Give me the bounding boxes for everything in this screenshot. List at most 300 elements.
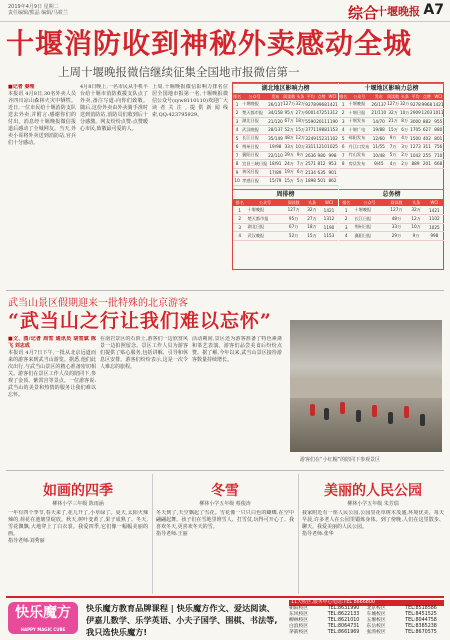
essay-column-2: [156, 510, 294, 594]
ranking-table-cell: 9968: [421, 101, 433, 107]
ranking-table-cell: 52万: [283, 126, 295, 135]
ranking-table-header: 头条: [304, 199, 320, 206]
ranking-table-cell: 627: [422, 127, 431, 133]
ranking-table-cell: 1421: [320, 206, 338, 215]
ranking-table-header: 发布: [268, 93, 283, 100]
photo-person: [420, 414, 425, 426]
section-divider: [6, 290, 444, 291]
table-row[interactable]: [339, 160, 444, 169]
essay-body-3: 我家附近有一座人民公园,公园里花草树木茂盛,环境优美。每天早晨,许多老人在公园里锻炼身体。到了傍晚,人们在这里散步、聊天。我爱美丽的人民公园。: [302, 510, 444, 530]
ranking-table-cell: 1153: [327, 127, 338, 133]
ranking-table-cell: 荆州日报: [241, 143, 268, 152]
ranking-table-cell: 武汉晚报: [246, 232, 283, 241]
table-row[interactable]: [339, 109, 444, 118]
ad-hotline-cell: 朝阳校区: [289, 606, 309, 611]
ranking-table-cell: 127万: [283, 100, 295, 109]
table-row[interactable]: [339, 143, 444, 152]
ranking-table-cell: 2571: [305, 161, 316, 167]
ranking-table-cell: 14/70: [372, 118, 385, 124]
table-row[interactable]: [339, 117, 444, 126]
ranking-table-cell: 998: [328, 152, 337, 158]
table-row[interactable]: [339, 151, 444, 160]
ranking-table-header: 点赞: [317, 93, 326, 99]
ranking-table-header-row: [339, 199, 444, 206]
ranking-table-cell: 8万: [400, 117, 410, 126]
ad-hotline-cell: TEL:8451525: [405, 612, 437, 617]
ranking-table-cell: 311: [422, 144, 431, 150]
ranking-table-cell: 402: [422, 135, 431, 141]
ranking-table-title: 十堰地区影响力总榜: [364, 85, 419, 92]
ad-hotline-title: 11大校区,服务中心电话:TEL 8666800: [289, 600, 444, 606]
ranking-table-cell: 756: [434, 144, 443, 150]
section-divider-2: [6, 470, 444, 471]
ranking-table-cell: 29万: [386, 232, 408, 241]
ranking-table-cell: 3000: [410, 118, 421, 124]
ranking-table-cell: 3: [233, 223, 246, 232]
ranking-table-cell: 十堰晚报: [246, 206, 283, 215]
table-row[interactable]: [233, 160, 338, 169]
ranking-table-grid: [339, 93, 444, 169]
ranking-table-header: 排名: [233, 199, 246, 206]
ranking-table-cell: 7: [339, 151, 348, 160]
ranking-table-cell: 5万: [387, 151, 400, 160]
ranking-table-cell: 丹江口发布: [348, 143, 371, 152]
ad-hotline-cell: 张湾校区: [366, 630, 386, 635]
ranking-table-cell: 12万: [408, 215, 425, 224]
ranking-table-cell: 竹山发布: [348, 151, 371, 160]
ranking-table-cell: 15万: [304, 232, 320, 241]
table-row[interactable]: [233, 126, 338, 135]
page-number: A7: [423, 2, 444, 18]
ranking-table-cell: 2: [233, 109, 241, 118]
ranking-table-cell: 湖北日报: [246, 223, 283, 232]
ad-hotline-cell: TEL:8518586: [405, 606, 437, 611]
story2-headline[interactable]: “武当山之行让我们难以忘怀”: [8, 310, 272, 332]
ranking-table-cell: 9: [233, 168, 241, 177]
table-row[interactable]: [339, 100, 444, 109]
ranking-table-cell: 3249: [305, 135, 316, 141]
story2-text-3: 活动期间,景区还为游客准备了特色素斋和茶艺表演。游客们品尝美食后纷纷点赞。据了解,今年以来,武当山景区接待游客数量持续增长。: [192, 336, 282, 363]
ranking-table-cell: 10万: [408, 223, 425, 232]
essay-author-1: 柳林小学三年级 陈雨涵: [52, 501, 104, 507]
ranking-table-cell: 668: [434, 161, 443, 167]
ranking-table-cell: 67万: [283, 117, 295, 126]
ranking-table-title: 总务榜: [382, 191, 401, 198]
ad-slogan: 快乐魔方教育品牌课程 | 快乐魔方作文、爱达阅读、伊嘉儿数学、乐学英语、小夫子国学、围棋、书法等,我只选快乐魔方!: [86, 603, 278, 637]
ad-logo-subtext: HAPPY MAGIC CUBE: [20, 627, 66, 632]
ranking-table-cell: 2636: [305, 152, 316, 158]
story1-text-2: 4月8日晚上,一名市民从手机平台给十堰市消防救援支队点了外卖,备注写道:向你们致敬。随后,这份外卖由外卖骑手准时送到消防站,消防员们收到后十分感激。网友纷纷点赞:点赞暖心市民,致敬最可爱的人。: [80, 84, 148, 132]
ranking-table-cell: 6万: [295, 168, 305, 177]
ranking-table-cell: 15万: [283, 177, 295, 186]
ranking-table-cell: 十堰广电: [348, 126, 371, 135]
ad-hotline-cell: 白浪校区: [289, 624, 309, 629]
essay-title-1[interactable]: 如画的四季: [43, 483, 113, 499]
ranking-table-cell: 9万: [295, 151, 305, 160]
ranking-table-header: 发布: [371, 93, 387, 100]
ranking-table-header: 公众号: [246, 199, 283, 206]
ranking-table-cell: 32万: [295, 100, 305, 109]
ranking-table-cell: 48万: [283, 134, 295, 143]
photo-person: [372, 405, 377, 417]
ranking-table-cell: 10: [234, 178, 240, 184]
ranking-table-cell: 楚天都市报: [246, 215, 283, 224]
ad-logo-text: 快乐魔方: [15, 605, 71, 621]
ranking-table-cell: 812: [317, 161, 326, 167]
story1-column-2: [80, 84, 148, 284]
ranking-table-cell: 十堰发布: [348, 117, 371, 126]
ranking-table-cell: 95万: [283, 109, 295, 118]
ranking-table-cell: 郧阳发布: [348, 134, 371, 143]
ranking-table-header: WCI: [328, 94, 337, 99]
ad-hotline-cell: TEL:8044758: [405, 618, 437, 623]
ranking-table-header: 排名: [339, 199, 353, 206]
ranking-table-cell: 33万: [386, 223, 408, 232]
ranking-table-header: 排名: [339, 93, 348, 99]
table-row[interactable]: [339, 232, 444, 241]
ranking-table-cell: 5: [233, 134, 241, 143]
ranking-table-cell: 5590: [305, 118, 316, 124]
ranking-table-cell: 33万: [283, 143, 295, 152]
ranking-table-cell: 67万: [283, 223, 304, 232]
ranking-table-cell: 953: [328, 161, 337, 167]
essay-author-2: 柳林小学五年级 蔡俊涛: [199, 501, 251, 507]
ranking-table-general: [339, 189, 444, 269]
ranking-table-cell: 1102: [327, 135, 338, 141]
photo-person: [340, 402, 345, 414]
ranking-table-cell: 1312: [327, 110, 338, 116]
table-row[interactable]: [233, 100, 338, 109]
ranking-table-cell: 1: [339, 206, 353, 215]
ranking-table-cell: 19/88: [372, 127, 385, 133]
ranking-table-cell: 201: [422, 161, 431, 167]
table-row[interactable]: [339, 134, 444, 143]
ranking-table-cell: 26/137: [268, 101, 283, 107]
ranking-table-cell: 32万: [304, 206, 320, 215]
ranking-table-cell: 27万: [295, 109, 305, 118]
ranking-table-cell: 1421: [327, 101, 338, 107]
ranking-table-cell: 1: [339, 100, 348, 109]
photo-person: [356, 410, 361, 422]
ranking-table-grid: [339, 199, 444, 241]
ranking-table-header: 头条: [400, 93, 409, 99]
table-row[interactable]: [233, 143, 338, 152]
ranking-table-cell: 8: [339, 160, 348, 169]
ranking-table-header: 阅读数: [386, 199, 408, 206]
ranking-table-header: 阅读数: [283, 199, 304, 206]
ranking-table-cell: 801: [434, 135, 443, 141]
ranking-table-cell: 2万: [400, 160, 410, 169]
ranking-table-cell: 十堰日报: [348, 109, 371, 118]
ranking-table-cell: 4: [233, 232, 246, 241]
ranking-table-cell: 2: [339, 109, 348, 118]
ranking-table-cell: 4万: [400, 134, 410, 143]
ranking-table-shiyan: [339, 83, 444, 187]
ranking-table-cell: 8: [233, 160, 241, 169]
essay-column-3: [302, 510, 444, 594]
ranking-table-cell: 3311: [305, 144, 316, 150]
ad-hotline-cell: TEL:8670575: [405, 630, 437, 635]
ranking-table-header: 公众号: [353, 199, 385, 206]
ranking-table-cell: 长江日报: [241, 134, 268, 143]
ranking-table-cell: 955: [434, 118, 443, 124]
table-row[interactable]: [339, 215, 444, 224]
section-name: 综合: [347, 4, 378, 22]
ranking-table-header: WCI: [320, 199, 338, 206]
ranking-table-cell: 862: [328, 178, 337, 184]
editor-line: 责任编辑/熊晶 编辑/马筱兰: [8, 10, 68, 16]
ranking-table-cell: 18/91: [269, 161, 282, 167]
ranking-table-cell: 901: [328, 169, 337, 175]
ranking-table-cell: 4: [233, 126, 241, 135]
story1-column-3: [152, 84, 228, 284]
essay-column-1: [8, 510, 148, 594]
ranking-table-cell: 荆州日报: [353, 223, 385, 232]
ranking-table-cell: 9万: [408, 232, 425, 241]
ad-hotline-cell: 北京校区: [366, 606, 386, 611]
ad-hotline-rows: [289, 606, 444, 636]
ranking-table-cell: 710: [434, 152, 443, 158]
ranking-table-cell: 1: [233, 100, 241, 109]
ranking-table-cell: 2011: [316, 118, 327, 124]
ranking-table-cell: 27万: [304, 215, 320, 224]
ranking-table-cell: 十堰晚报: [348, 100, 371, 109]
ranking-table-cell: 2: [339, 215, 353, 224]
ranking-table-header: 公众号: [241, 93, 268, 100]
table-row[interactable]: [233, 134, 338, 143]
ranking-table-cell: 3: [339, 223, 353, 232]
table-row[interactable]: [233, 117, 338, 126]
date-info: [8, 4, 68, 16]
ranking-table-cell: 10万: [295, 143, 305, 152]
ad-hotline-cell: 柳林校区: [289, 618, 309, 623]
essay-divider: [298, 474, 299, 594]
ranking-table-cell: 3: [339, 117, 348, 126]
ranking-table-cell: 127万: [387, 100, 400, 109]
ranking-table-cell: 889: [411, 161, 420, 167]
ranking-table-cell: 4: [339, 126, 348, 135]
ranking-table-cell: 孝感日报: [241, 177, 268, 186]
table-row[interactable]: [339, 206, 444, 215]
ranking-table-cell: 18万: [295, 117, 305, 126]
ranking-table-header: 阅读数: [283, 93, 296, 99]
ranking-table-header: WCI: [434, 94, 443, 99]
ranking-table-cell: 3: [233, 117, 241, 126]
ad-hotline-cell: TEL:8385238: [405, 624, 437, 629]
ranking-table-cell: 32万: [387, 109, 400, 118]
ranking-table-cell: 1988: [316, 127, 327, 133]
ranking-table-cell: 635: [317, 169, 326, 175]
ranking-table-cell: 127万: [283, 206, 304, 215]
ranking-table-cell: 29万: [283, 151, 295, 160]
ranking-table-cell: 880: [434, 127, 443, 133]
story2-column-3: [192, 336, 282, 466]
ranking-table-cell: 15万: [387, 126, 400, 135]
ad-hotline-cell: 五堰校区: [366, 618, 386, 623]
table-row[interactable]: [233, 206, 338, 215]
ranking-table-header: 公众号: [348, 93, 371, 100]
ranking-table-header-row: [233, 93, 338, 100]
ranking-table-cell: 6001: [305, 110, 316, 116]
ranking-table-cell: 襄阳日报: [241, 151, 268, 160]
story2-byline: ■文、图/记者 周雪 通讯员 胡雪斌 陈飞 刘志成: [8, 336, 96, 349]
ranking-table-cell: 1312: [320, 215, 338, 224]
table-row[interactable]: [233, 109, 338, 118]
ranking-table-title: 湖北地区影响力榜: [261, 85, 310, 92]
ad-hotline-cell: 茅箭校区: [289, 630, 309, 635]
essay-body-1: 一年有四个季节,春天来了,花儿开了,小草绿了。夏天,太阳火辣辣的,荷花在池塘里绽放。秋天,树叶变黄了,果子成熟了。冬天,雪花飘飘,大地穿上了白衣裳。我爱四季,它们像一幅幅美丽的画。: [8, 510, 148, 537]
ranking-table-cell: 十堰晚报: [353, 206, 385, 215]
story1-column-1: [8, 84, 76, 284]
ranking-table-cell: 武汉晚报: [241, 126, 268, 135]
story2-text-1: 本报讯 4月7日下午,一批从北京远道而来的游客来到武当山游览。据悉,他们此次出行,与武当山景区的精心准备密切相关。游客们在景区工作人员的陪同下,参观了金顶、紫霄宫等景点。一位游客说:武当山的美景和热情的服务让我们难以忘怀。: [8, 350, 96, 398]
ad-hotline-cell: TEL:8631990: [327, 606, 360, 611]
story1-text-3: 上周,十堰晚报微信影响力排名位居全国地市报第一名,十堰晚报微信公众号(syw8110110)欢迎广大读者关注,提供新闻线索,QQ:423795929。: [152, 84, 228, 118]
table-row[interactable]: [233, 177, 338, 186]
ad-hotline-cell: TEL:8622133: [327, 612, 360, 617]
ranking-table-cell: 1025: [327, 144, 338, 150]
photo-caption: 游客们在“小红帽”的陪同下参观景区: [300, 457, 381, 463]
ranking-table-header: 排名: [233, 93, 242, 99]
ranking-table-cell: 48万: [386, 215, 408, 224]
ranking-table-cell: 1153: [320, 232, 338, 241]
ranking-table-cell: 24万: [283, 160, 295, 169]
ad-hotline-cell: TEL:8621010: [327, 618, 360, 623]
ranking-table-cell: 21万: [387, 117, 400, 126]
ranking-table-cell: 长江日报: [353, 215, 385, 224]
ranking-table-cell: 9/45: [371, 160, 387, 169]
ad-hotline-cell: 车城校区: [366, 612, 386, 617]
essay-body-2: 冬天到了,天空飘起了雪花。雪花像一只只白色的蝴蝶,在空中翩翩起舞。孩子们在雪地里堆雪人、打雪仗,玩得可开心了。我喜欢冬天,更喜欢冬天的雪。: [156, 510, 294, 530]
ranking-table-cell: 5万: [295, 177, 305, 186]
ranking-table-cell: 21/120: [268, 118, 283, 124]
ranking-table-cell: 湖北日报: [241, 117, 268, 126]
table-row[interactable]: [339, 126, 444, 135]
ranking-table-cell: 1011: [432, 110, 444, 116]
ad-hotlines: [289, 600, 444, 638]
ranking-table-grid: [233, 199, 338, 241]
date-line: 2019年4月9日 星期二: [8, 4, 59, 10]
ranking-table-cell: 12万: [295, 134, 305, 143]
ranking-table-cell: 28/137: [268, 127, 283, 133]
ad-hotline-row: [289, 630, 444, 636]
essay-author-3: 柳林小学五年级 朱芳瑞: [347, 501, 399, 507]
photo-person: [388, 412, 393, 424]
ranking-table-cell: 3万: [400, 143, 410, 152]
ranking-table-cell: 12/60: [372, 135, 385, 141]
ranking-table-cell: 9278: [305, 101, 316, 107]
table-row[interactable]: [233, 168, 338, 177]
ranking-table-cell: 2: [233, 215, 246, 224]
ranking-table-cell: 7万: [387, 143, 400, 152]
ranking-table-cell: 1210: [316, 144, 327, 150]
ranking-table-cell: 房县发布: [348, 160, 371, 169]
ranking-table-cell: 十堰晚报: [241, 100, 268, 109]
ranking-table-grid: [233, 93, 338, 186]
ranking-table-cell: 17/89: [269, 169, 282, 175]
ranking-table-cell: 127万: [386, 206, 408, 215]
ranking-table-cell: 4725: [316, 110, 327, 116]
ad-hotline-cell: 东岳校区: [366, 624, 386, 629]
ranking-table-cell: 楚天都市报: [241, 109, 268, 118]
ad-logo: [8, 602, 78, 634]
story2-column-1: [8, 336, 96, 466]
tourists-photo: [290, 320, 442, 452]
page-header: [0, 0, 450, 22]
ranking-table-cell: 1500: [410, 135, 421, 141]
ranking-table-cell: 52万: [283, 232, 304, 241]
ranking-table-cell: 7: [233, 151, 241, 160]
ranking-table-cell: 1421: [425, 206, 444, 215]
ranking-table-cell: 501: [317, 178, 326, 184]
ranking-table-cell: 10/48: [372, 152, 385, 158]
ranking-table-header: WCI: [425, 199, 444, 206]
ranking-table-header: 平均: [411, 93, 420, 99]
ranking-table-cell: 21/110: [371, 110, 387, 116]
ranking-table-cell: 11/55: [372, 144, 385, 150]
ranking-table-cell: 1523: [316, 135, 327, 141]
ranking-table-cell: 32万: [400, 100, 410, 109]
ranking-table-cell: 6万: [400, 126, 410, 135]
main-headline[interactable]: 十堰消防收到神秘外卖感动全城: [6, 27, 413, 60]
photo-person: [324, 408, 329, 420]
ranking-table-title: 周排榜: [276, 191, 295, 198]
ranking-table-header: 头条: [296, 93, 305, 99]
table-row[interactable]: [233, 223, 338, 232]
ranking-table-cell: 980: [317, 152, 326, 158]
advertisement[interactable]: [6, 596, 444, 638]
story2-kicker: 武当山景区假期迎来一批特殊的北京游客: [8, 298, 188, 309]
main-subhead: 上周十堰晚报微信继续征集全国地市报微信第一: [58, 65, 300, 79]
ranking-table-cell: 黄冈日报: [241, 168, 268, 177]
ranking-table-cell: 26/137: [371, 101, 387, 107]
ranking-table-cell: 1898: [305, 178, 316, 184]
ranking-table-cell: 2909: [410, 110, 421, 116]
ranking-table-cell: 5: [339, 134, 348, 143]
ranking-table-cell: 6: [339, 143, 348, 152]
ranking-table-cell: 4万: [387, 160, 400, 169]
table-row[interactable]: [233, 215, 338, 224]
table-row[interactable]: [233, 232, 338, 241]
story2-column-2: [100, 336, 188, 466]
ranking-table-cell: 1203: [421, 110, 433, 116]
ranking-table-cell: 255: [422, 152, 431, 158]
essay-divider: [152, 474, 153, 594]
ranking-table-cell: 2134: [305, 169, 316, 175]
ad-hotline-cell: 东风校区: [289, 612, 309, 617]
ad-hotline-cell: TEL:8661969: [327, 630, 360, 635]
ranking-table-cell: 1190: [327, 118, 338, 124]
ranking-table-cell: 1273: [410, 144, 421, 150]
ranking-table-cell: 1042: [410, 152, 421, 158]
ranking-table-cell: 95万: [283, 215, 304, 224]
essay-teacher-3: 指导老师:张华: [302, 531, 334, 537]
essay-title-2[interactable]: 冬雪: [211, 483, 239, 499]
ranking-table-cell: 18万: [304, 223, 320, 232]
ranking-table-cell: 1025: [425, 223, 444, 232]
ranking-table-cell: 6: [233, 143, 241, 152]
ranking-table-cell: 15万: [295, 126, 305, 135]
photo-person: [404, 406, 409, 418]
ranking-table-cell: 9968: [316, 101, 327, 107]
table-row[interactable]: [339, 223, 444, 232]
table-row[interactable]: [233, 151, 338, 160]
ranking-table-header: 阅读数: [387, 93, 400, 99]
ranking-table-cell: 4: [339, 232, 353, 241]
essay-title-3[interactable]: 美丽的人民公园: [324, 483, 422, 499]
story2-text-2: 在南岩景区的石阶上,游客们一边欣赏风景一边拍照留念。景区工作人员为游客们提供了贴心服务,包括讲解、引导和休息区安排。游客们纷纷表示,这是一次令人难忘的旅程。: [100, 336, 188, 370]
ranking-table-cell: 宜昌三峡日报: [241, 160, 268, 169]
